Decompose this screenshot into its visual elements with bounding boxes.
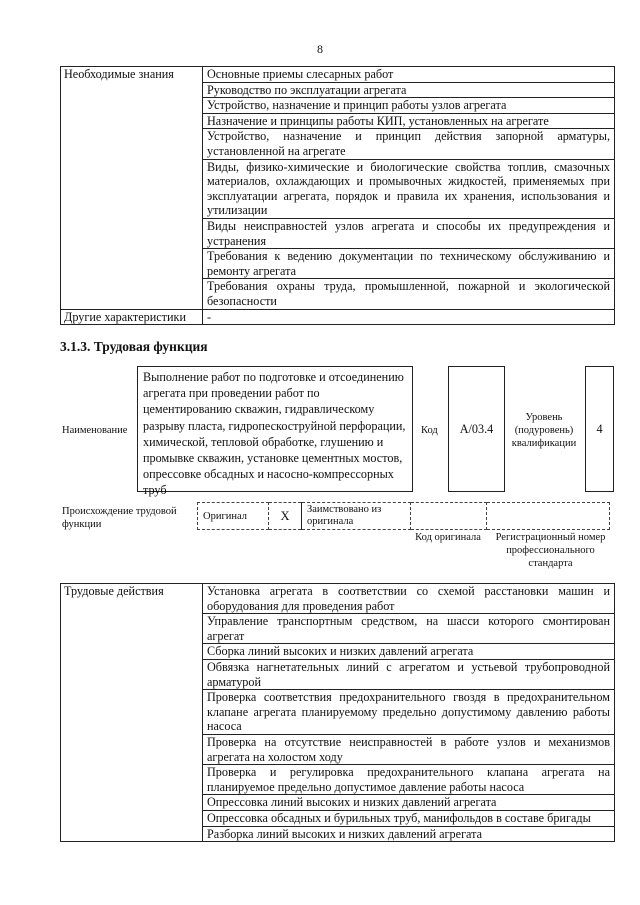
table-cell: Руководство по эксплуатации агрегата [203, 82, 615, 98]
table-cell: Обвязка нагнетательных линий с агрегатом и устьевой трубопроводной арматурой [203, 659, 615, 689]
function-code-label: Код [421, 425, 438, 436]
origin-label: Происхождение трудовой функции [62, 506, 177, 530]
table-cell: Устройство, назначение и принцип работы узлов агрегата [203, 98, 615, 114]
row-label: Необходимые знания [61, 67, 203, 310]
function-code-value: А/03.4 [459, 422, 494, 436]
table-cell: Требования к ведению документации по техническому обслуживанию и ремонту агрегата [203, 249, 615, 279]
function-name-text: Выполнение работ по подготовке и отсоединению агрегата при проведении работ по цементированию скважин, гидравлическому разрыву пласта, гидропескоструйной перфорации, химической, тепловой обработке, глушению и промывке скважин, установке цементных мостов, опрессовке обсадных и насосно-компрессорных труб [143, 370, 406, 498]
table-cell: Устройство, назначение и принцип действия запорной арматуры, установленной на агрегате [203, 129, 615, 159]
page-number: 8 [317, 42, 323, 56]
table-cell: Опрессовка обсадных и бурильных труб, манифольдов в составе бригады [203, 810, 615, 826]
table-cell: Разборка линий высоких и низких давлений агрегата [203, 826, 615, 842]
qualification-level-value: 4 [596, 422, 603, 436]
table-cell: - [203, 309, 615, 325]
table-cell: Основные приемы слесарных работ [203, 67, 615, 83]
section-title: 3.1.3. Трудовая функция [60, 339, 208, 354]
origin-original-cell [198, 503, 269, 530]
actions-table [60, 583, 615, 842]
table-cell: Виды, физико-химические и биологические свойства топлив, смазочных материалов, охлаждающих и промывочных жидкостей, применяемых при эксплуатации агрегата, порядок и правила их хранения, использования и утилизации [203, 159, 615, 218]
qualification-level-label: Уровень (подуровень) квалификации [511, 412, 577, 449]
function-name-label: Наименование [62, 425, 128, 436]
table-cell: Проверка на отсутствие неисправностей в работе узлов и механизмов агрегата на холостом ходу [203, 734, 615, 764]
origin-reg-number-cell [487, 503, 610, 530]
row-label: Другие характеристики [61, 309, 203, 325]
origin-original-label: Оригинал [203, 510, 247, 522]
table-cell: Проверка соответствия предохранительного гвоздя в предохранительном клапане агрегата планируемому предельно допустимому давлению работы насоса [203, 690, 615, 735]
row-label: Трудовые действия [61, 584, 203, 842]
table-cell: Требования охраны труда, промышленной, пожарной и экологической безопасности [203, 279, 615, 309]
table-row [61, 67, 615, 83]
origin-reg-caption: Регистрационный номер профессионального стандарта [495, 532, 606, 569]
table-cell: Виды неисправностей узлов агрегата и способы их предупреждения и устранения [203, 218, 615, 248]
origin-table [197, 502, 610, 530]
origin-code-cell [411, 503, 487, 530]
table-cell: Назначение и принципы работы КИП, установленных на агрегате [203, 113, 615, 129]
knowledge-table [60, 66, 615, 325]
table-row [61, 309, 615, 325]
table-cell: Сборка линий высоких и низких давлений агрегата [203, 644, 615, 660]
origin-original-mark: X [269, 503, 302, 530]
table-cell: Управление транспортным средством, на шасси которого смонтирован агрегат [203, 614, 615, 644]
table-row [61, 584, 615, 614]
origin-borrowed-label: Заимствовано из оригинала [302, 503, 411, 530]
table-cell: Опрессовка линий высоких и низких давлений агрегата [203, 795, 615, 811]
table-cell: Установка агрегата в соответствии со схемой расстановки машин и оборудования для проведения работ [203, 584, 615, 614]
origin-code-caption: Код оригинала [415, 532, 481, 543]
table-cell: Проверка и регулировка предохранительного клапана агрегата на планируемое предельно допустимое давление работы насоса [203, 765, 615, 795]
